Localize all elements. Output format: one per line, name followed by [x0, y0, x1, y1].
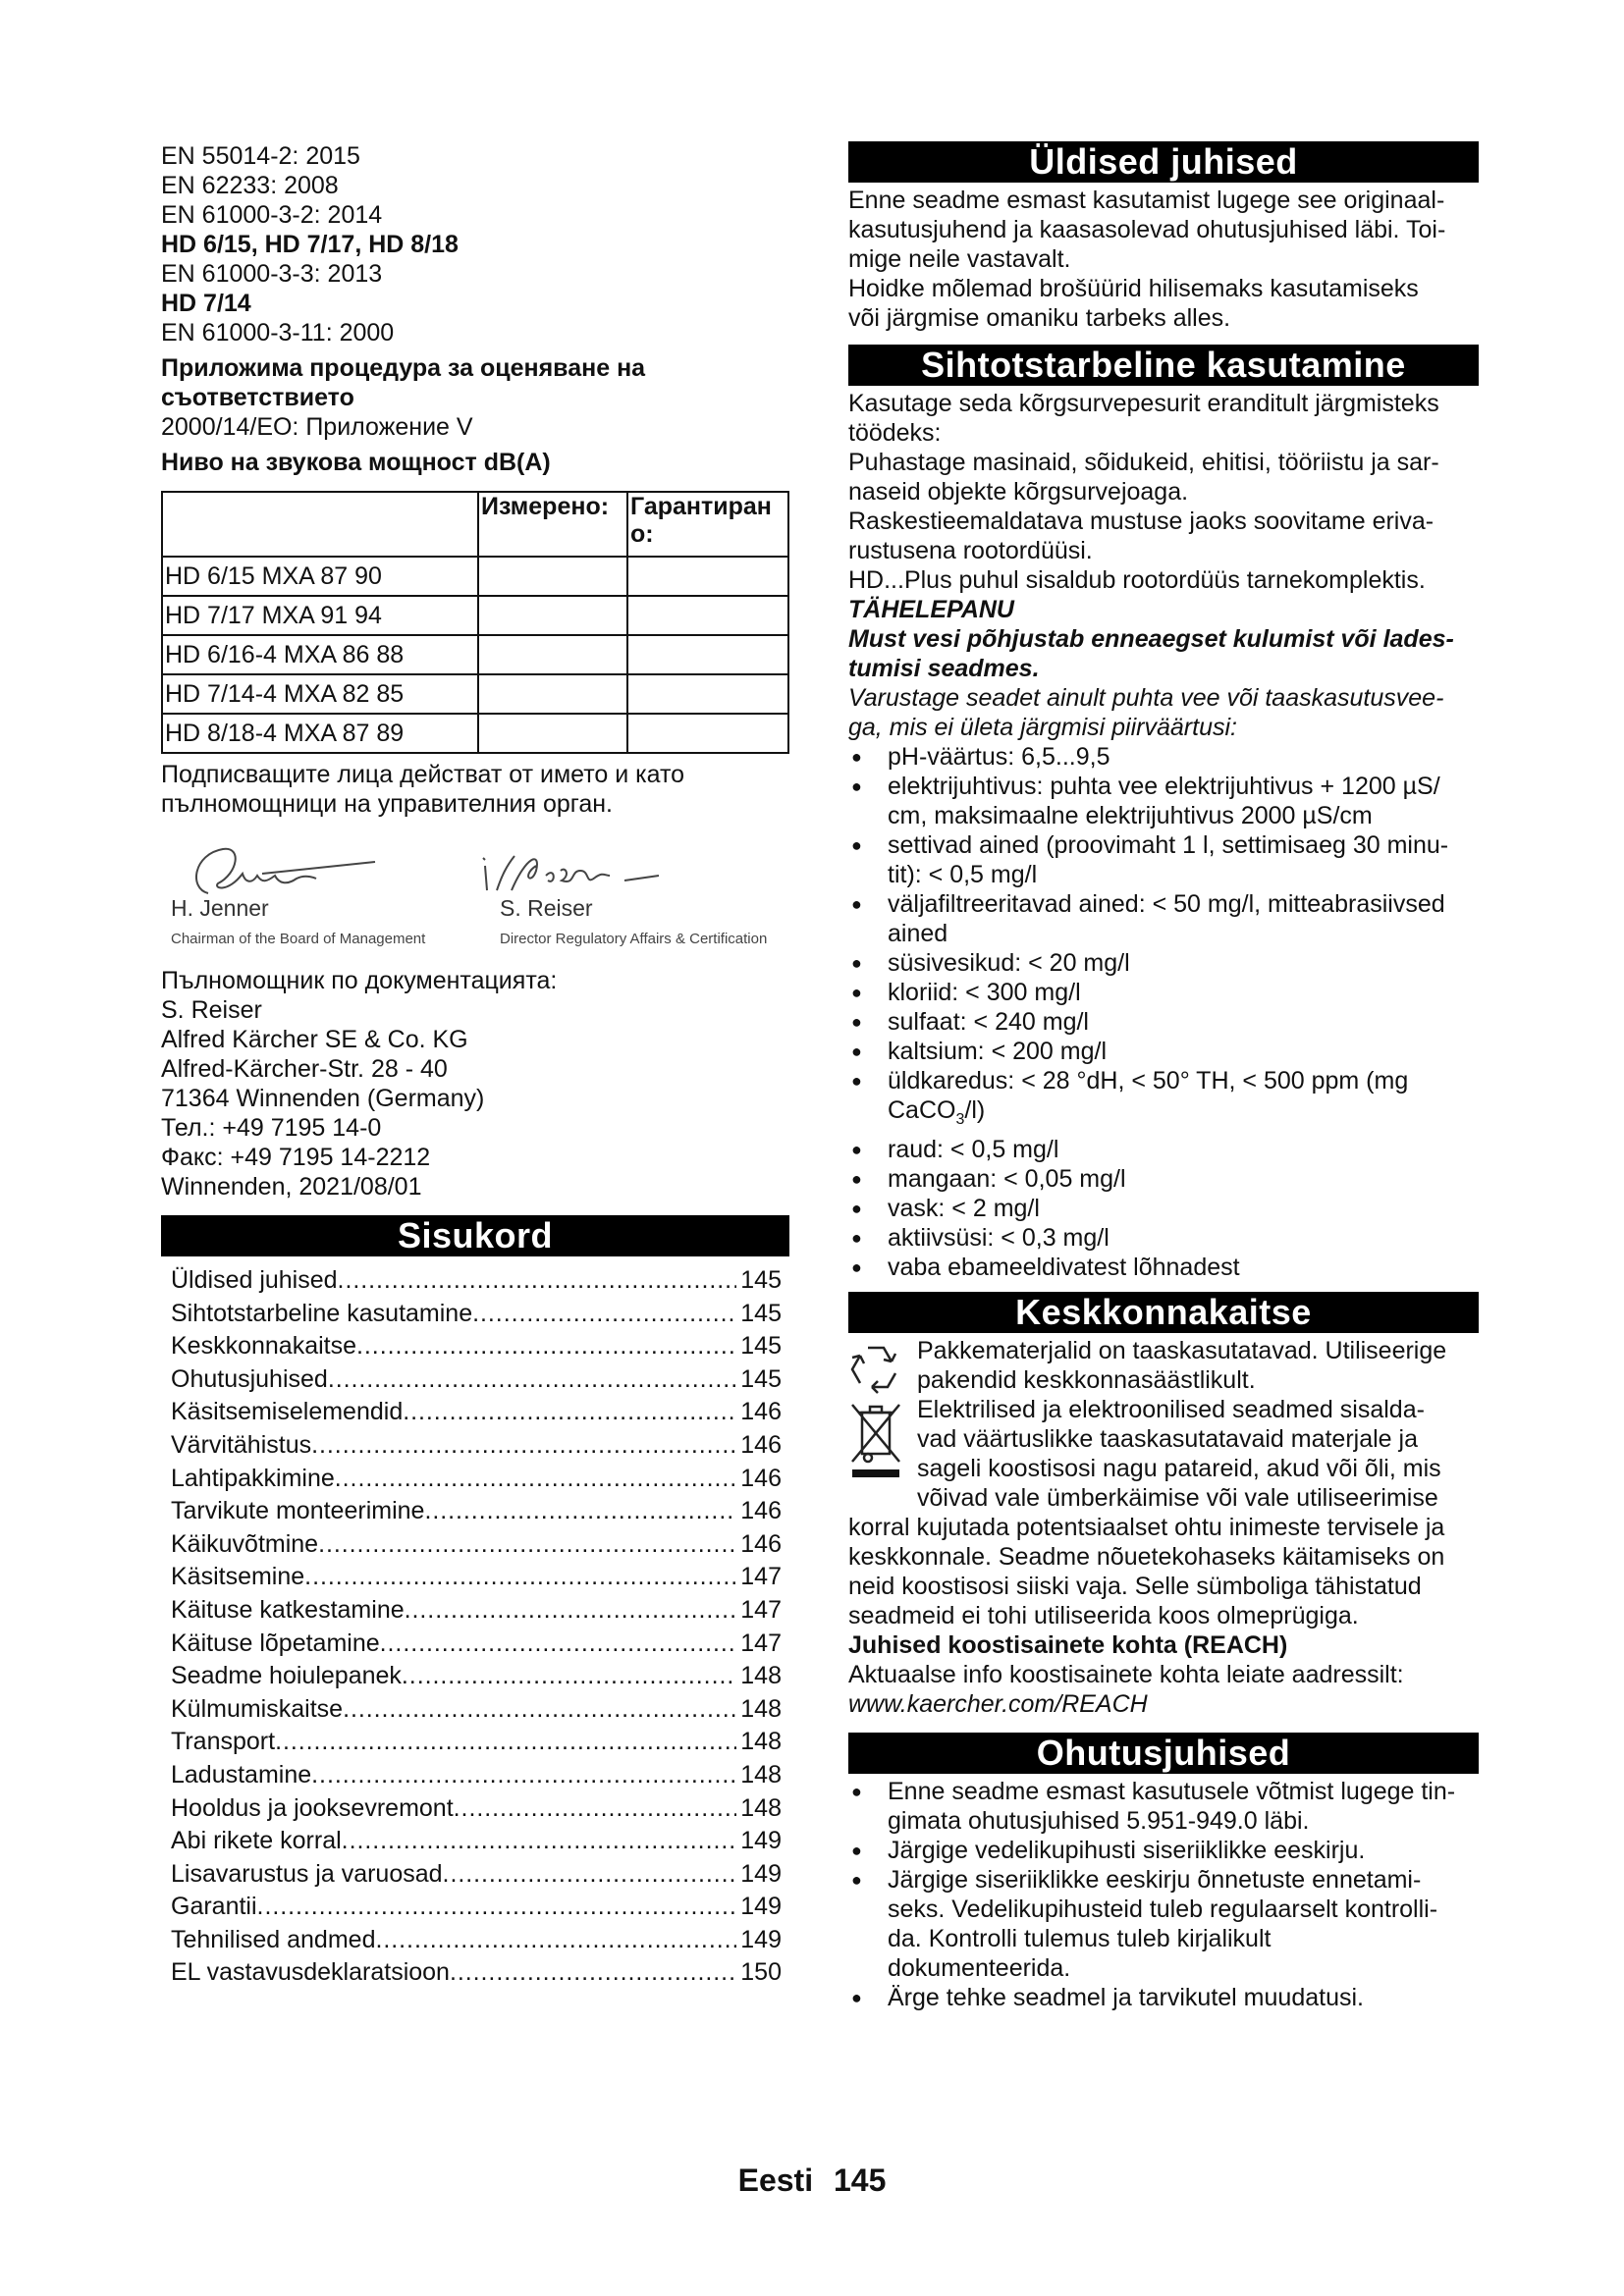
- list-item-line: ● elektrijuhtivus: puhta vee elektrijuhtivus + 1200 µS/: [888, 773, 1440, 800]
- list-item-line: ● pH-väärtus: 6,5...9,5: [888, 743, 1110, 771]
- italic-line: Varustage seadet ainult puhta vee või taaskasutusvee-: [848, 684, 1444, 712]
- toc-leader-dots: [335, 1463, 737, 1496]
- procedure-heading-cont: съответствието: [161, 384, 354, 411]
- footer-language: Eesti: [737, 2163, 814, 2198]
- toc-entry-title: Käsitsemiselemendid: [171, 1398, 404, 1426]
- model-cell: HD 7/14-4 MXA 82 85: [162, 674, 478, 714]
- toc-leader-dots: [424, 1495, 736, 1528]
- list-item: [848, 1007, 1479, 1037]
- toc-entry-page: 145: [740, 1364, 782, 1393]
- list-item-line: ● vaba ebameeldivatest lõhnadest: [888, 1254, 1240, 1281]
- guaranteed-header: Гарантиран о:: [627, 492, 788, 557]
- toc-entry-page: 148: [740, 1793, 782, 1822]
- toc-entry[interactable]: [161, 1660, 789, 1693]
- contact-line: Пълномощник по документацията:: [161, 967, 558, 994]
- list-item-line: ● sulfaat: < 240 mg/l: [888, 1008, 1089, 1036]
- toc-entry[interactable]: [161, 1858, 789, 1892]
- signature-block: [161, 834, 789, 950]
- toc-entry-title: Garantii: [171, 1893, 257, 1921]
- toc-leader-dots: [342, 1825, 737, 1858]
- list-item-line: ● süsivesikud: < 20 mg/l: [888, 949, 1130, 977]
- toc-entry[interactable]: [161, 1891, 789, 1924]
- list-item-line: cm, maksimaalne elektrijuhtivus 2000 µS/cm: [888, 802, 1373, 829]
- warning-line: Must vesi põhjustab enneaegset kulumist või lades-: [848, 625, 1454, 653]
- toc-entry-page: 145: [740, 1332, 782, 1361]
- toc-leader-dots: [380, 1628, 737, 1661]
- list-item: [848, 1135, 1479, 1164]
- toc-entry-page: 148: [740, 1694, 782, 1723]
- procedure-value: 2000/14/EO: Приложение V: [161, 413, 473, 441]
- toc-leader-dots: [450, 1956, 736, 1990]
- list-item: [848, 1037, 1479, 1066]
- measured-header: Измерено:: [478, 492, 627, 557]
- toc-entry-title: Tehnilised andmed: [171, 1925, 376, 1953]
- toc-entry[interactable]: [161, 1363, 789, 1397]
- toc-leader-dots: [257, 1891, 737, 1924]
- italic-line: ga, mis ei ületa järgmisi piirväärtusi:: [848, 714, 1237, 741]
- list-item: [848, 772, 1479, 830]
- model-cell: HD 6/15 MXA 87 90: [162, 557, 478, 596]
- toc-entry-page: 148: [740, 1662, 782, 1690]
- reach-heading: Juhised koostisainete kohta (REACH): [848, 1631, 1288, 1659]
- toc-entry-title: Üldised juhised: [171, 1266, 338, 1294]
- toc-entry[interactable]: [161, 1396, 789, 1429]
- table-header-row: [162, 492, 788, 557]
- paragraph-line: Pakkematerjalid on taaskasutatavad. Utiliseerige: [917, 1337, 1447, 1364]
- toc-entry[interactable]: [161, 1463, 789, 1496]
- list-item-line: ● Ärge tehke seadmel ja tarvikutel muudatusi.: [888, 1984, 1364, 2011]
- list-item: [848, 948, 1479, 978]
- page-number: 145: [833, 2163, 887, 2198]
- toc-leader-dots: [311, 1759, 736, 1792]
- paragraph-line: vad väärtuslikke taaskasutatavaid materjale ja: [917, 1425, 1418, 1453]
- paragraph-line: Hoidke mõlemad brošüürid hilisemaks kasutamiseks: [848, 275, 1419, 302]
- contact-line: S. Reiser: [161, 996, 262, 1024]
- list-item-line: seks. Vedelikupihusteid tuleb regulaarselt kontrolli-: [888, 1896, 1438, 1923]
- toc-entry-title: Ladustamine: [171, 1760, 312, 1789]
- notice-label: TÄHELEPANU: [848, 596, 1014, 623]
- toc-entry-page: 146: [740, 1430, 782, 1459]
- toc-entry[interactable]: [161, 1825, 789, 1858]
- standard-line: EN 61000-3-2: 2014: [161, 201, 383, 229]
- toc-heading: Sisukord: [161, 1215, 789, 1256]
- toc-entry-page: 149: [740, 1859, 782, 1888]
- signatories-text: пълномощници на управителния орган.: [161, 790, 613, 818]
- toc-entry[interactable]: [161, 1330, 789, 1363]
- toc-entry-title: Hooldus ja jooksevremont: [171, 1793, 454, 1822]
- toc-leader-dots: [275, 1726, 736, 1759]
- contact-line: Факс: +49 7195 14-2212: [161, 1144, 431, 1171]
- section-heading-safety: Ohutusjuhised: [848, 1733, 1479, 1774]
- section-heading-general: Üldised juhised: [848, 141, 1479, 183]
- toc-entry[interactable]: [161, 1759, 789, 1792]
- toc-entry-title: Tarvikute monteerimine: [171, 1497, 425, 1525]
- toc-entry-page: 148: [740, 1728, 782, 1756]
- list-item-line: da. Kontrolli tulemus tuleb kirjalikult: [888, 1925, 1272, 1952]
- recycling-icon: [848, 1340, 903, 1395]
- table-row: [162, 714, 788, 753]
- paragraph-line: neid koostisosi siiski vaja. Selle sümboliga tähistatud: [848, 1573, 1422, 1600]
- paragraph-line: korral kujutada potentsiaalset ohtu inimeste tervisele ja: [848, 1514, 1445, 1541]
- toc-entry-page: 146: [740, 1497, 782, 1525]
- toc-leader-dots: [472, 1298, 736, 1331]
- table-row: [162, 596, 788, 635]
- toc-leader-dots: [343, 1693, 736, 1727]
- toc-entry-page: 148: [740, 1760, 782, 1789]
- list-item-line: ● settivad ained (proovimaht 1 l, settimisaeg 30 minu-: [888, 831, 1449, 859]
- list-item-line: CaCO$_3$/l): [888, 1096, 986, 1128]
- signatory-name: S. Reiser: [500, 895, 593, 921]
- list-item: [848, 1983, 1479, 2012]
- paragraph-line: Kasutage seda kõrgsurvepesurit eranditult järgmisteks: [848, 390, 1439, 417]
- model-group: HD 6/15, HD 7/17, HD 8/18: [161, 231, 459, 258]
- toc-entry-page: 145: [740, 1299, 782, 1327]
- toc-entry-title: Lahtipakkimine: [171, 1464, 335, 1492]
- toc-entry[interactable]: [161, 1726, 789, 1759]
- toc-entry-page: 149: [740, 1893, 782, 1921]
- toc-leader-dots: [405, 1594, 737, 1628]
- toc-leader-dots: [403, 1396, 736, 1429]
- toc-leader-dots: [443, 1858, 737, 1892]
- toc-entry-page: 150: [740, 1958, 782, 1987]
- paragraph-line: töödeks:: [848, 419, 942, 447]
- table-row: [162, 674, 788, 714]
- toc-leader-dots: [304, 1561, 736, 1594]
- toc-entry-title: Abi rikete korral: [171, 1827, 342, 1855]
- left-column: [161, 141, 789, 1990]
- list-item: [848, 1223, 1479, 1253]
- paragraph-line: mige neile vastavalt.: [848, 245, 1071, 273]
- list-item-line: gimata ohutusjuhised 5.951-949.0 läbi.: [888, 1807, 1310, 1835]
- sound-power-table: [161, 491, 789, 754]
- table-row: [162, 635, 788, 674]
- toc-entry[interactable]: [161, 1956, 789, 1990]
- paragraph-line: võivad vale ümberkäimise või vale utiliseerimise: [917, 1484, 1438, 1512]
- list-item: [848, 1865, 1479, 1983]
- toc-leader-dots: [356, 1330, 736, 1363]
- list-item-line: ● kloriid: < 300 mg/l: [888, 979, 1081, 1006]
- recycling-note: [848, 1336, 1479, 1395]
- paragraph-line: kasutusjuhend ja kaasasolevad ohutusjuhised läbi. Toi-: [848, 216, 1446, 243]
- weee-note: [848, 1395, 1479, 1513]
- list-item: [848, 1253, 1479, 1282]
- list-item: [848, 889, 1479, 948]
- toc-entry-page: 147: [740, 1629, 782, 1657]
- signatory-role: Director Regulatory Affairs & Certification: [500, 931, 768, 947]
- list-item-line: ● vask: < 2 mg/l: [888, 1195, 1040, 1222]
- toc-entry-page: 146: [740, 1529, 782, 1558]
- list-item: [848, 830, 1479, 889]
- warning-line: tumisi seadmes.: [848, 655, 1040, 682]
- standard-line: EN 55014-2: 2015: [161, 142, 360, 170]
- toc-entry-title: Lisavarustus ja varuosad: [171, 1859, 443, 1888]
- list-item: [848, 1777, 1479, 1836]
- list-item: [848, 978, 1479, 1007]
- list-item-line: dokumenteerida.: [888, 1954, 1071, 1982]
- toc-entry[interactable]: [161, 1693, 789, 1727]
- toc-entry-title: Käituse katkestamine: [171, 1595, 405, 1624]
- toc-entry[interactable]: [161, 1429, 789, 1463]
- list-item-line: ● mangaan: < 0,05 mg/l: [888, 1165, 1126, 1193]
- contact-line: Alfred Kärcher SE & Co. KG: [161, 1026, 468, 1053]
- model-cell: HD 8/18-4 MXA 87 89: [162, 714, 478, 753]
- model-cell: HD 7/17 MXA 91 94: [162, 596, 478, 635]
- paragraph-line: Enne seadme esmast kasutamist lugege see originaal-: [848, 187, 1445, 214]
- paragraph-line: keskkonnale. Seadme nõuetekohaseks käitamiseks on: [848, 1543, 1445, 1571]
- contact-line: Winnenden, 2021/08/01: [161, 1173, 422, 1201]
- toc-entry[interactable]: [161, 1924, 789, 1957]
- toc-entry[interactable]: [161, 1495, 789, 1528]
- list-item-line: ● väljafiltreeritavad ained: < 50 mg/l, mitteabrasiivsed: [888, 890, 1445, 918]
- crossed-bin-icon: [848, 1399, 903, 1481]
- toc-entry-page: 149: [740, 1925, 782, 1953]
- toc-entry-page: 146: [740, 1398, 782, 1426]
- paragraph-line: Raskestieemaldatava mustuse jaoks soovitame eriva-: [848, 507, 1435, 535]
- list-item-line: ained: [888, 920, 948, 947]
- standard-line: EN 61000-3-11: 2000: [161, 319, 395, 347]
- toc-entry-title: Sihtotstarbeline kasutamine: [171, 1299, 473, 1327]
- signatory-role: Chairman of the Board of Management: [171, 931, 426, 947]
- toc-entry[interactable]: [161, 1792, 789, 1826]
- paragraph-line: pakendid keskkonnasäästlikult.: [917, 1366, 1256, 1394]
- reach-text: Aktuaalse info koostisainete kohta leiate aadressilt:: [848, 1661, 1404, 1688]
- list-item-line: ● raud: < 0,5 mg/l: [888, 1136, 1059, 1163]
- list-item: [848, 742, 1479, 772]
- list-item: [848, 1066, 1479, 1135]
- paragraph-line: sageli koostisosi nagu patareid, akud või õli, mis: [917, 1455, 1441, 1482]
- table-row: [162, 557, 788, 596]
- list-item: [848, 1194, 1479, 1223]
- signatories-text: Подписващите лица действат от името и като: [161, 761, 685, 788]
- toc-entry-page: 146: [740, 1464, 782, 1492]
- right-column: [848, 141, 1479, 2012]
- section-heading-environment: Keskkonnakaitse: [848, 1292, 1479, 1333]
- list-item-line: ● üldkaredus: < 28 °dH, < 50° TH, < 500 ppm (mg: [888, 1067, 1409, 1095]
- toc-entry-title: Käituse lõpetamine: [171, 1629, 380, 1657]
- toc-entry[interactable]: [161, 1528, 789, 1562]
- toc-entry-page: 149: [740, 1827, 782, 1855]
- toc-entry[interactable]: [161, 1594, 789, 1628]
- reach-url-link[interactable]: www.kaercher.com/REACH: [848, 1690, 1148, 1718]
- model-group: HD 7/14: [161, 290, 251, 317]
- toc-entry-title: Seadme hoiulepanek: [171, 1662, 402, 1690]
- list-item-line: ● Enne seadme esmast kasutusele võtmist lugege tin-: [888, 1778, 1456, 1805]
- toc-entry[interactable]: [161, 1561, 789, 1594]
- toc-leader-dots: [328, 1363, 736, 1397]
- list-item-line: tit): < 0,5 mg/l: [888, 861, 1038, 888]
- safety-list: [848, 1777, 1479, 2012]
- page-footer: [0, 2163, 1624, 2199]
- paragraph-line: Puhastage masinaid, sõidukeid, ehitisi, tööriistu ja sar-: [848, 449, 1439, 476]
- list-item-line: ● Järgige vedelikupihusti siseriiklikke eeskirju.: [888, 1837, 1366, 1864]
- documentation-contact: [161, 966, 789, 1201]
- toc-entry-title: Transport: [171, 1728, 276, 1756]
- toc-entry-page: 147: [740, 1595, 782, 1624]
- toc-leader-dots: [338, 1264, 737, 1298]
- list-item-line: ● kaltsium: < 200 mg/l: [888, 1038, 1108, 1065]
- toc-entry-title: Ohutusjuhised: [171, 1364, 328, 1393]
- list-item: [848, 1164, 1479, 1194]
- paragraph-line: rustusena rootordüüsi.: [848, 537, 1093, 564]
- toc-entry-title: Külmumiskaitse: [171, 1694, 344, 1723]
- paragraph-line: või järgmise omaniku tarbeks alles.: [848, 304, 1231, 332]
- contact-line: Тел.: +49 7195 14-0: [161, 1114, 382, 1142]
- toc-entry-title: Keskkonnakaitse: [171, 1332, 357, 1361]
- toc-entry-title: EL vastavusdeklaratsioon: [171, 1958, 450, 1987]
- toc-entry[interactable]: [161, 1628, 789, 1661]
- contact-line: Alfred-Kärcher-Str. 28 - 40: [161, 1055, 448, 1083]
- toc-entry[interactable]: [161, 1264, 789, 1298]
- toc-entry-page: 147: [740, 1563, 782, 1591]
- signatory-name: H. Jenner: [171, 895, 269, 921]
- toc-leader-dots: [375, 1924, 736, 1957]
- toc-entry-title: Käsitsemine: [171, 1563, 305, 1591]
- toc-entry-title: Värvitähistus: [171, 1430, 312, 1459]
- standard-line: EN 61000-3-3: 2013: [161, 260, 383, 288]
- model-cell: HD 6/16-4 MXA 86 88: [162, 635, 478, 674]
- sound-heading: Ниво на звукова мощност dB(A): [161, 449, 551, 476]
- table-of-contents: [161, 1264, 789, 1990]
- toc-leader-dots: [318, 1528, 736, 1562]
- paragraph-line: naseid objekte kõrgsurvejoaga.: [848, 478, 1189, 506]
- paragraph-line: HD...Plus puhul sisaldub rootordüüs tarnekomplektis.: [848, 566, 1426, 594]
- procedure-heading: Приложима процедура за оценяване на: [161, 354, 646, 382]
- toc-entry[interactable]: [161, 1298, 789, 1331]
- toc-leader-dots: [311, 1429, 736, 1463]
- toc-leader-dots: [402, 1660, 736, 1693]
- paragraph-line: Elektrilised ja elektroonilised seadmed sisalda-: [917, 1396, 1425, 1423]
- list-item-line: ● Järgige siseriiklikke eeskirju õnnetuste ennetami-: [888, 1866, 1422, 1894]
- section-heading-intended-use: Sihtotstarbeline kasutamine: [848, 345, 1479, 386]
- paragraph-line: seadmeid ei tohi utiliseerida koos olmeprügiga.: [848, 1602, 1359, 1629]
- standard-line: EN 62233: 2008: [161, 172, 339, 199]
- toc-leader-dots: [454, 1792, 737, 1826]
- list-item-line: ● aktiivsüsi: < 0,3 mg/l: [888, 1224, 1110, 1252]
- contact-line: 71364 Winnenden (Germany): [161, 1085, 485, 1112]
- toc-entry-page: 145: [740, 1266, 782, 1294]
- toc-entry-title: Käikuvõtmine: [171, 1529, 319, 1558]
- list-item: [848, 1836, 1479, 1865]
- water-limits-list: [848, 742, 1479, 1282]
